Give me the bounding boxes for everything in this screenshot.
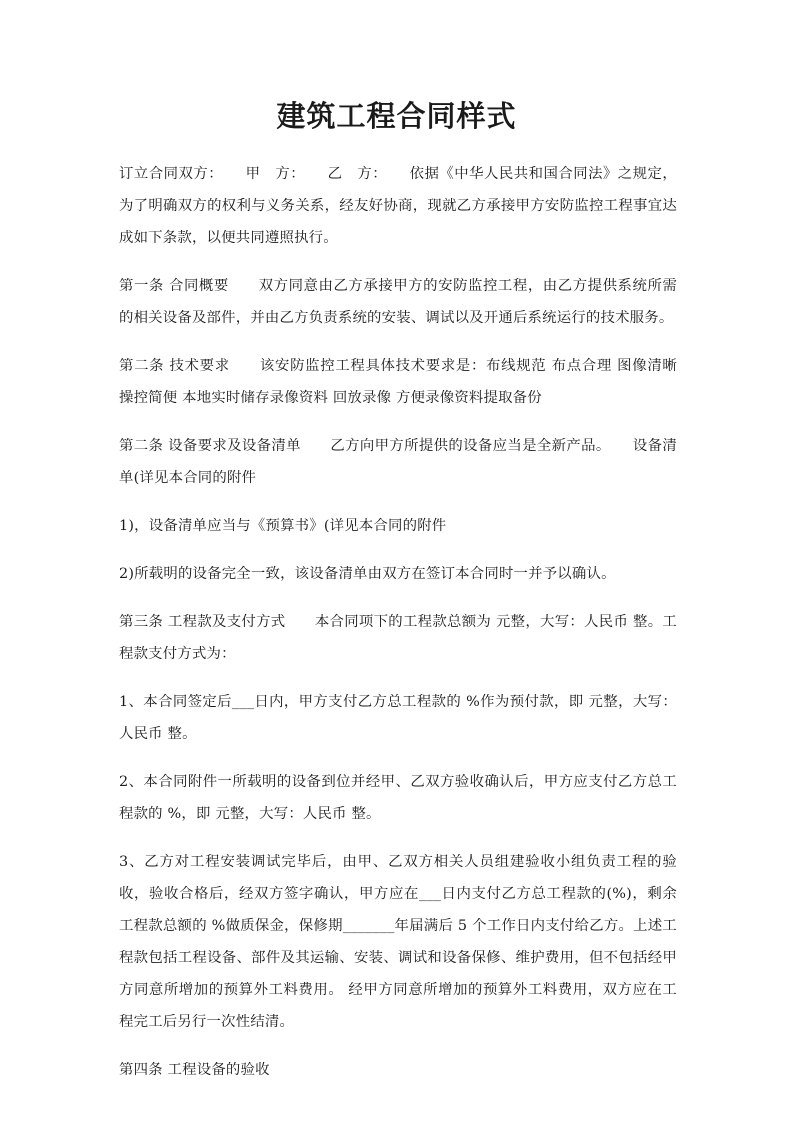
paragraph-article-2-tech: 第二条 技术要求 该安防监控工程具体技术要求是：布线规范 布点合理 图像清晰 操控简便 本地实时储存录像资料 回放录像 方便录像资料提取备份 (119, 358, 677, 406)
paragraph-article-1: 第一条 合同概要 双方同意由乙方承接甲方的安防监控工程，由乙方提供系统所需的相关设备及部件，并由乙方负责系统的安装、调试以及开通后系统运行的技术服务。 (119, 278, 677, 326)
paragraph-article-3: 第三条 工程款及支付方式 本合同项下的工程款总额为 元整，大写：人民币 整。工程款支付方式为： (119, 614, 677, 662)
paragraph-article-4: 第四条 工程设备的验收 (119, 1062, 270, 1078)
document-title: 建筑工程合同样式 (276, 99, 517, 133)
paragraph-article-2-equipment: 第二条 设备要求及设备清单 乙方向甲方所提供的设备应当是全新产品。 设备清单(详见本合同的附件 (119, 438, 677, 486)
paragraph-payment-2: 2、本合同附件一所载明的设备到位并经甲、乙双方验收确认后，甲方应支付乙方总工程款的 %，即 元整，大写：人民币 整。 (119, 774, 677, 822)
paragraph-equipment-list-1: 1)，设备清单应当与《预算书》(详见本合同的附件 (119, 518, 447, 534)
paragraph-preamble: 订立合同双方： 甲 方： 乙 方： 依据《中华人民共和国合同法》之规定，为了明确双方的权利与义务关系，经友好协商，现就乙方承接甲方安防监控工程事宜达成如下条款，以便共同遵照执行。 (119, 166, 677, 246)
paragraph-equipment-list-2: 2)所载明的设备完全一致，该设备清单由双方在签订本合同时一并予以确认。 (119, 566, 616, 582)
paragraph-payment-3: 3、乙方对工程安装调试完毕后，由甲、乙双方相关人员组建验收小组负责工程的验收，验收合格后，经双方签字确认，甲方应在___日内支付乙方总工程款的(%)，剩余工程款总额的 %做质保金，保修期_______年届满后 5 个工作日内支付给乙方。上述工程款包括工程设备、部件及其运输、安装、调试和设备保修、维护费用，但不包括经甲方同意所增加的预算外工料费用。 经甲方同意所增加的预算外工料费用，双方应在工程完工后另行一次性结清。 (119, 854, 677, 1030)
document-body (119, 158, 677, 1102)
paragraph-payment-1: 1、本合同签定后___日内，甲方支付乙方总工程款的 %作为预付款，即 元整，大写：人民币 整。 (119, 694, 677, 742)
